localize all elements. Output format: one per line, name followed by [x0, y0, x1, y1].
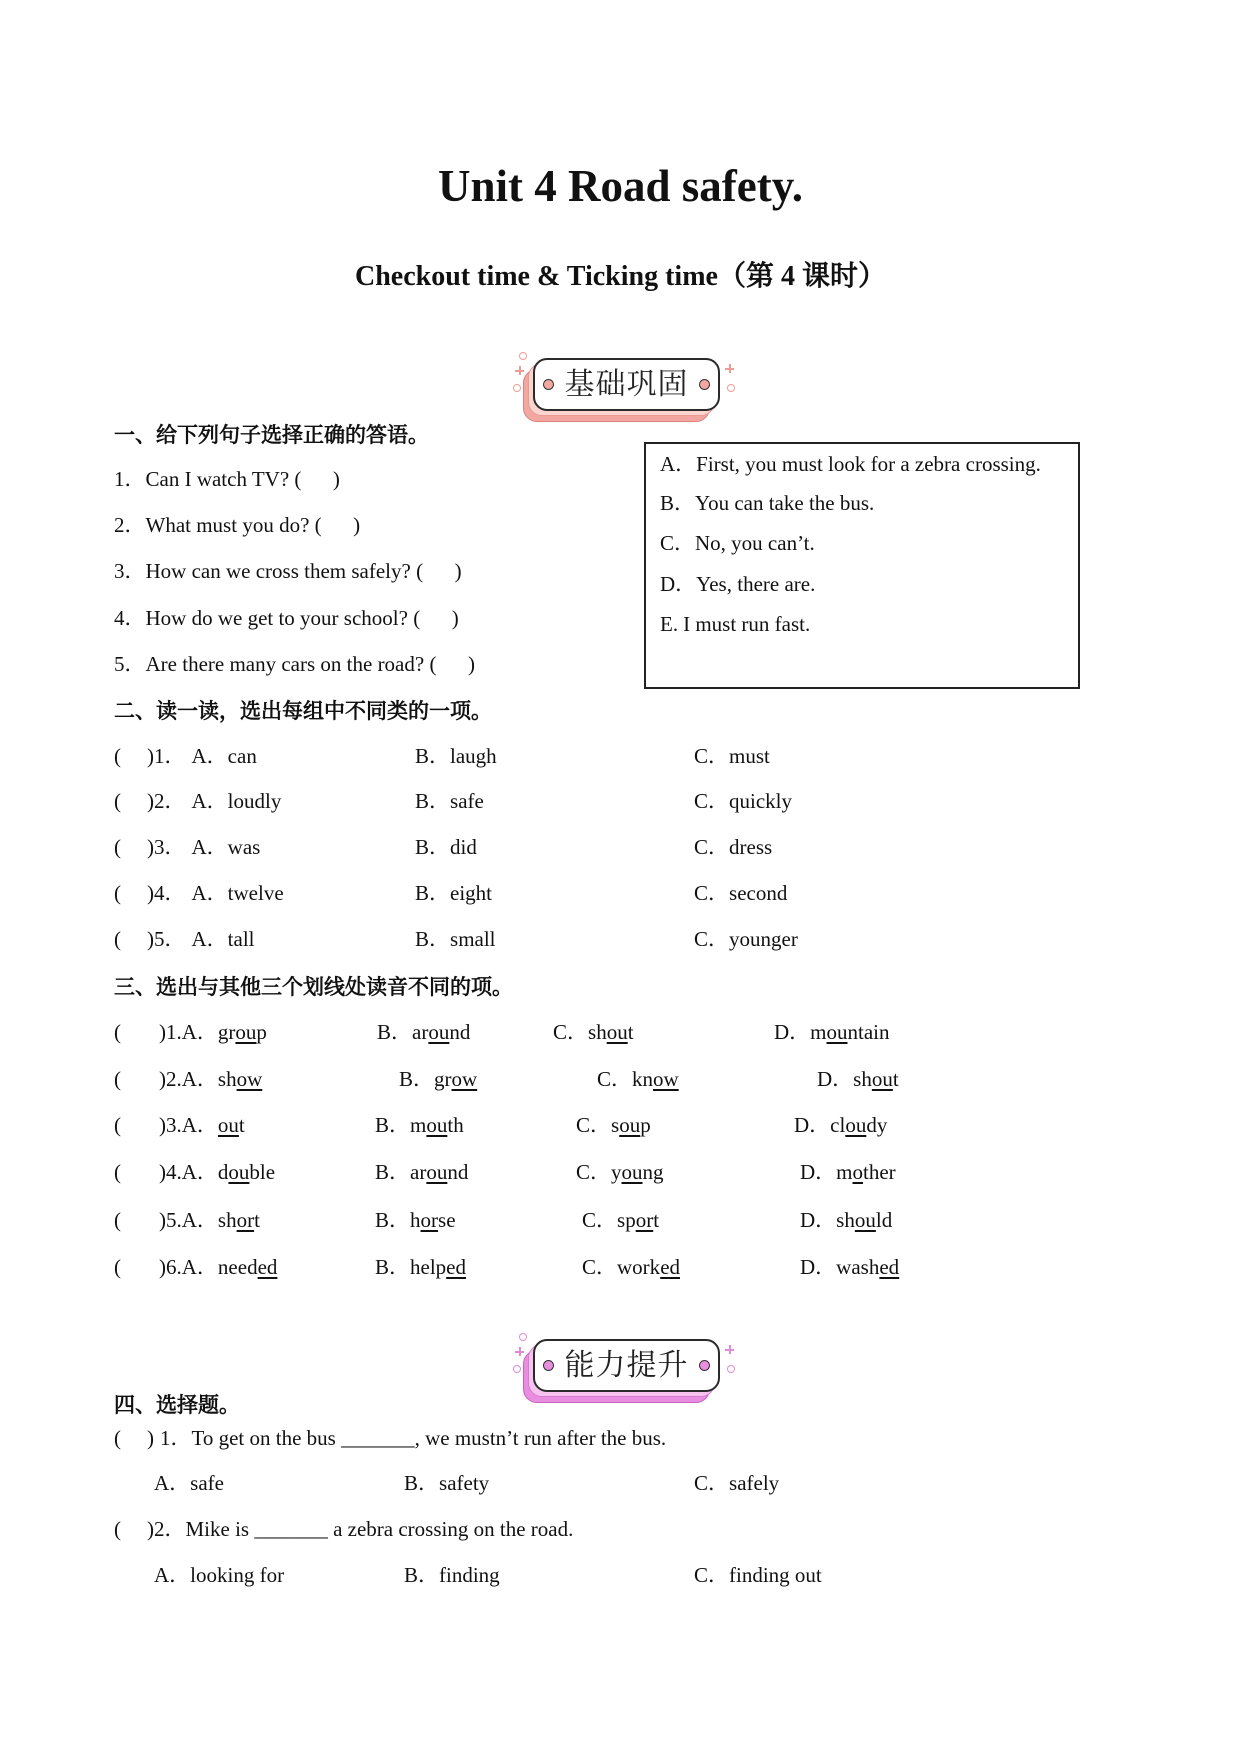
option-word: small — [450, 927, 496, 951]
word-part: cl — [830, 1113, 846, 1137]
question-number: 1． — [160, 1426, 192, 1450]
word-part: sh — [217, 1208, 237, 1232]
question-4 — [114, 606, 459, 630]
option-label: A． — [154, 1563, 191, 1587]
answer-paren-close: ) — [147, 744, 154, 768]
option-a — [154, 1563, 284, 1587]
option-text: Yes, there are. — [696, 572, 816, 596]
answer-paren-open: ( — [114, 744, 121, 768]
classify-row-1 — [0, 744, 1241, 768]
decoration-sparkle — [515, 1347, 524, 1356]
word-part: th — [447, 1113, 464, 1137]
row-number: 2． — [154, 789, 186, 813]
option-c — [694, 927, 798, 951]
option-a — [159, 1255, 277, 1279]
decoration-sparkle — [725, 1345, 734, 1354]
answer-paren-close: ) — [147, 1517, 154, 1541]
row-number: 3. — [166, 1113, 182, 1137]
option-a — [147, 789, 281, 813]
badge-dot — [543, 379, 554, 390]
answer-paren-open: ( — [114, 881, 121, 905]
word-part: m — [836, 1160, 853, 1184]
underlined-letters: ou — [235, 1020, 257, 1044]
decoration-ring — [513, 1365, 521, 1373]
word-part: s — [611, 1113, 620, 1137]
question-stem — [147, 1517, 573, 1541]
option-label: A． — [660, 452, 697, 476]
word-part: t — [238, 1113, 245, 1137]
word-part: t — [627, 1020, 634, 1044]
answer-paren-close: ) — [147, 1426, 154, 1450]
choice-options-1 — [0, 1471, 1241, 1495]
option-c — [694, 1471, 779, 1495]
option-a — [154, 1471, 224, 1495]
page-title: Unit 4 Road safety. — [437, 161, 803, 211]
option-c — [576, 1160, 664, 1184]
option-b — [375, 1208, 456, 1232]
option-label: A． — [191, 835, 228, 859]
option-d — [794, 1113, 887, 1137]
decoration-sparkle — [725, 364, 734, 373]
underlined-letters: ou — [871, 1067, 893, 1091]
word-part: kn — [632, 1067, 654, 1091]
option-word: was — [227, 835, 261, 859]
word-part: t — [653, 1208, 660, 1232]
option-label: A． — [181, 1113, 218, 1137]
choice-question-2 — [0, 1517, 1241, 1541]
option-c — [694, 789, 792, 813]
option-word: safe — [450, 789, 484, 813]
underlined-letters: or — [236, 1208, 255, 1232]
option-d — [800, 1255, 899, 1279]
option-word: twelve — [227, 881, 284, 905]
row-number: 4． — [154, 881, 186, 905]
underlined-letters: or — [635, 1208, 654, 1232]
option-b — [377, 1020, 470, 1044]
badge-label: 基础巩固 — [564, 367, 689, 401]
option-label: B． — [415, 927, 451, 951]
option-c — [597, 1067, 679, 1091]
answer-paren-open: ( — [114, 1255, 121, 1279]
option-a — [147, 927, 255, 951]
underlined-letters: ou — [606, 1020, 628, 1044]
phonics-row-2 — [0, 1067, 1241, 1091]
answer-paren-open: ( — [114, 1067, 121, 1091]
row-number: 5． — [154, 927, 186, 951]
option-a — [159, 1067, 262, 1091]
section-badge-basic — [513, 350, 738, 432]
option-b — [404, 1471, 489, 1495]
option-label: A． — [191, 881, 228, 905]
option-b — [415, 789, 484, 813]
underlined-letters: ed — [446, 1255, 466, 1279]
option-label: C． — [694, 835, 730, 859]
option-label: D． — [800, 1160, 837, 1184]
word-part: ng — [642, 1160, 664, 1184]
question-2 — [114, 513, 360, 537]
option-b — [415, 927, 496, 951]
answer-paren-open: ( — [114, 1160, 121, 1184]
underlined-letters: ou — [428, 1020, 450, 1044]
option-label: A． — [191, 927, 228, 951]
answer-paren-close: ) — [159, 1113, 166, 1137]
question-stem — [147, 1426, 666, 1450]
option-label: D． — [817, 1067, 854, 1091]
option-label: B． — [415, 789, 451, 813]
option-word: younger — [729, 927, 798, 951]
question-text: What must you do? ( ) — [145, 513, 361, 537]
option-label: B． — [375, 1255, 411, 1279]
answer-paren-open: ( — [114, 1208, 121, 1232]
section-3-heading: 三、选出与其他三个划线处读音不同的项。 — [114, 975, 513, 999]
option-label: B． — [415, 744, 451, 768]
answer-paren-open: ( — [114, 1020, 121, 1044]
option-label: E. — [660, 612, 679, 636]
decoration-ring — [727, 384, 735, 392]
underlined-letters: ed — [660, 1255, 681, 1279]
underlined-letters: ou — [619, 1113, 641, 1137]
option-b — [415, 881, 492, 905]
option-label: B． — [399, 1067, 435, 1091]
option-text: You can take the bus. — [695, 491, 875, 515]
option-d — [800, 1160, 896, 1184]
phonics-row-6 — [0, 1255, 1241, 1279]
classify-row-3 — [0, 835, 1241, 859]
word-part: m — [810, 1020, 827, 1044]
option-c — [694, 881, 787, 905]
question-text: How do we get to your school? ( ) — [145, 606, 459, 630]
phonics-row-4 — [0, 1160, 1241, 1184]
answer-paren-close: ) — [147, 835, 154, 859]
word-part: need — [217, 1255, 258, 1279]
answer-paren-close: ) — [147, 789, 154, 813]
option-label: B． — [660, 491, 696, 515]
option-word: safe — [190, 1471, 224, 1495]
option-label: B． — [404, 1471, 440, 1495]
word-part: t — [254, 1208, 260, 1232]
option-word: quickly — [729, 789, 793, 813]
question-5 — [114, 652, 475, 676]
option-label: C． — [660, 531, 696, 555]
badge-dot — [699, 379, 710, 390]
option-label: A． — [181, 1160, 218, 1184]
underlined-letters: ow — [236, 1067, 263, 1091]
word-part: t — [892, 1067, 899, 1091]
underlined-letters: or — [420, 1208, 439, 1232]
answer-option-a — [660, 452, 1041, 476]
option-label: A． — [181, 1208, 218, 1232]
option-label: C． — [694, 1471, 730, 1495]
question-3 — [114, 559, 462, 583]
choice-options-2 — [0, 1563, 1241, 1587]
option-label: C． — [694, 881, 730, 905]
answer-paren-close: ) — [159, 1208, 166, 1232]
option-label: C． — [694, 927, 730, 951]
option-word: safely — [729, 1471, 780, 1495]
option-word: did — [450, 835, 477, 859]
badge-front — [533, 358, 720, 411]
question-text: Are there many cars on the road? ( ) — [145, 652, 475, 676]
badge-dot — [699, 1360, 710, 1371]
option-label: C． — [553, 1020, 589, 1044]
underlined-letters: o — [852, 1160, 864, 1184]
decoration-ring — [513, 384, 521, 392]
underlined-letters: ou — [426, 1113, 448, 1137]
row-number: 6. — [166, 1255, 182, 1279]
underlined-letters: ed — [257, 1255, 278, 1279]
question-text: How can we cross them safely? ( ) — [145, 559, 462, 583]
question-text: To get on the bus _______, we mustn’t run after the bus. — [191, 1426, 667, 1450]
option-label: B． — [377, 1020, 413, 1044]
answer-paren-close: ) — [159, 1067, 166, 1091]
word-part: d — [217, 1160, 229, 1184]
answer-option-d — [660, 572, 815, 596]
answer-paren-close: ) — [159, 1255, 166, 1279]
word-part: p — [256, 1020, 267, 1044]
word-part: y — [611, 1160, 622, 1184]
option-word: finding out — [729, 1563, 822, 1587]
question-number: 2． — [114, 513, 146, 537]
option-label: B． — [375, 1160, 411, 1184]
decoration-ring — [519, 352, 527, 360]
option-label: B． — [375, 1208, 411, 1232]
option-d — [774, 1020, 890, 1044]
option-a — [159, 1020, 267, 1044]
option-label: D． — [800, 1208, 837, 1232]
word-part: ntain — [847, 1020, 890, 1044]
word-part: ar — [410, 1160, 427, 1184]
word-part: nd — [447, 1160, 469, 1184]
option-word: laugh — [450, 744, 497, 768]
option-a — [159, 1113, 245, 1137]
option-label: A． — [191, 789, 228, 813]
option-c — [553, 1020, 634, 1044]
answer-paren-close: ) — [159, 1160, 166, 1184]
row-number: 5. — [166, 1208, 182, 1232]
answer-paren-open: ( — [114, 1113, 121, 1137]
classify-row-2 — [0, 789, 1241, 813]
word-part: gr — [434, 1067, 452, 1091]
question-1 — [114, 467, 340, 491]
row-number: 3． — [154, 835, 186, 859]
option-b — [415, 835, 477, 859]
word-part: dy — [866, 1113, 888, 1137]
option-label: C． — [694, 789, 730, 813]
question-number: 5． — [114, 652, 146, 676]
option-b — [375, 1255, 466, 1279]
option-word: tall — [227, 927, 255, 951]
option-a — [159, 1208, 260, 1232]
classify-row-4 — [0, 881, 1241, 905]
option-word: looking for — [190, 1563, 285, 1587]
option-label: D． — [800, 1255, 837, 1279]
question-number: 4． — [114, 606, 146, 630]
option-label: B． — [415, 881, 451, 905]
answer-paren-close: ) — [147, 881, 154, 905]
phonics-row-1 — [0, 1020, 1241, 1044]
row-number: 1. — [166, 1020, 182, 1044]
option-label: B． — [415, 835, 451, 859]
section-2-heading: 二、读一读，选出每组中不同类的一项。 — [114, 699, 492, 723]
option-word: dress — [729, 835, 773, 859]
decoration-ring — [519, 1333, 527, 1341]
word-part: ble — [249, 1160, 276, 1184]
word-part: sh — [853, 1067, 872, 1091]
badge-front — [533, 1339, 720, 1392]
word-part: ther — [863, 1160, 896, 1184]
option-text: No, you can’t. — [695, 531, 815, 555]
question-text: Mike is _______ a zebra crossing on the road. — [185, 1517, 574, 1541]
option-label: D． — [794, 1113, 831, 1137]
option-a — [147, 744, 257, 768]
question-number: 1． — [114, 467, 146, 491]
word-part: nd — [449, 1020, 471, 1044]
word-part: wash — [836, 1255, 880, 1279]
choice-question-1 — [0, 1426, 1241, 1450]
option-label: C． — [694, 1563, 730, 1587]
option-a — [159, 1160, 275, 1184]
underlined-letters: ow — [653, 1067, 679, 1091]
word-part: sh — [588, 1020, 607, 1044]
word-part: m — [410, 1113, 427, 1137]
option-label: A． — [181, 1255, 218, 1279]
option-c — [582, 1255, 680, 1279]
question-text: Can I watch TV? ( ) — [145, 467, 340, 491]
option-label: B． — [375, 1113, 411, 1137]
option-label: A． — [154, 1471, 191, 1495]
question-number: 3． — [114, 559, 146, 583]
answer-paren-open: ( — [114, 835, 121, 859]
section-4-heading: 四、选择题。 — [114, 1393, 240, 1417]
answer-paren-close: ) — [147, 927, 154, 951]
option-c — [694, 1563, 822, 1587]
option-text: I must run fast. — [683, 612, 811, 636]
answer-option-c — [660, 531, 815, 555]
badge-dot — [543, 1360, 554, 1371]
row-number: 2. — [166, 1067, 182, 1091]
phonics-row-3 — [0, 1113, 1241, 1137]
answer-paren-open: ( — [114, 1517, 121, 1541]
answer-option-e — [660, 612, 810, 636]
word-part: ld — [875, 1208, 893, 1232]
option-d — [800, 1208, 892, 1232]
option-a — [147, 835, 260, 859]
option-b — [404, 1563, 500, 1587]
underlined-letters: ou — [217, 1113, 239, 1137]
option-label: A． — [191, 744, 228, 768]
option-label: A． — [181, 1020, 218, 1044]
underlined-letters: ou — [854, 1208, 876, 1232]
option-label: B． — [404, 1563, 440, 1587]
underlined-letters: ou — [621, 1160, 643, 1184]
word-part: ar — [412, 1020, 429, 1044]
word-part: h — [410, 1208, 421, 1232]
option-label: C． — [694, 744, 730, 768]
option-label: A． — [181, 1067, 218, 1091]
option-word: must — [729, 744, 770, 768]
option-word: can — [227, 744, 257, 768]
option-c — [582, 1208, 659, 1232]
option-text: First, you must look for a zebra crossing. — [696, 452, 1041, 476]
option-word: eight — [450, 881, 493, 905]
option-label: D． — [660, 572, 697, 596]
option-d — [817, 1067, 899, 1091]
answer-paren-open: ( — [114, 1426, 121, 1450]
classify-row-5 — [0, 927, 1241, 951]
option-word: safety — [439, 1471, 490, 1495]
decoration-ring — [727, 1365, 735, 1373]
option-label: C． — [582, 1208, 618, 1232]
answer-paren-open: ( — [114, 789, 121, 813]
badge-label: 能力提升 — [564, 1348, 689, 1382]
answer-paren-close: ) — [159, 1020, 166, 1044]
option-c — [694, 835, 772, 859]
underlined-letters: ou — [826, 1020, 848, 1044]
question-number: 2． — [154, 1517, 186, 1541]
page-subtitle: Checkout time & Ticking time（第 4 课时） — [355, 261, 886, 292]
option-b — [375, 1160, 468, 1184]
option-label: C． — [597, 1067, 633, 1091]
word-part: se — [438, 1208, 456, 1232]
option-label: D． — [774, 1020, 811, 1044]
word-part: p — [640, 1113, 651, 1137]
row-number: 1． — [154, 744, 186, 768]
row-number: 4. — [166, 1160, 182, 1184]
answer-paren-open: ( — [114, 927, 121, 951]
answer-options-box — [644, 442, 1080, 689]
option-c — [694, 744, 770, 768]
word-part: gr — [217, 1020, 236, 1044]
underlined-letters: ow — [451, 1067, 478, 1091]
underlined-letters: ou — [845, 1113, 867, 1137]
option-c — [576, 1113, 651, 1137]
underlined-letters: ed — [879, 1255, 900, 1279]
option-b — [415, 744, 497, 768]
option-b — [399, 1067, 477, 1091]
decoration-sparkle — [515, 366, 524, 375]
word-part: sh — [836, 1208, 855, 1232]
option-word: loudly — [227, 789, 282, 813]
option-word: second — [729, 881, 788, 905]
option-word: finding — [439, 1563, 500, 1587]
option-label: C． — [576, 1113, 612, 1137]
section-badge-advanced — [513, 1331, 738, 1413]
option-a — [147, 881, 284, 905]
option-label: C． — [582, 1255, 618, 1279]
option-label: C． — [576, 1160, 612, 1184]
word-part: sh — [217, 1067, 237, 1091]
section-1-heading: 一、给下列句子选择正确的答语。 — [114, 423, 429, 447]
word-part: help — [410, 1255, 447, 1279]
answer-option-b — [660, 491, 874, 515]
option-b — [375, 1113, 464, 1137]
underlined-letters: ou — [228, 1160, 250, 1184]
word-part: sp — [617, 1208, 636, 1232]
underlined-letters: ou — [426, 1160, 448, 1184]
word-part: work — [617, 1255, 661, 1279]
phonics-row-5 — [0, 1208, 1241, 1232]
